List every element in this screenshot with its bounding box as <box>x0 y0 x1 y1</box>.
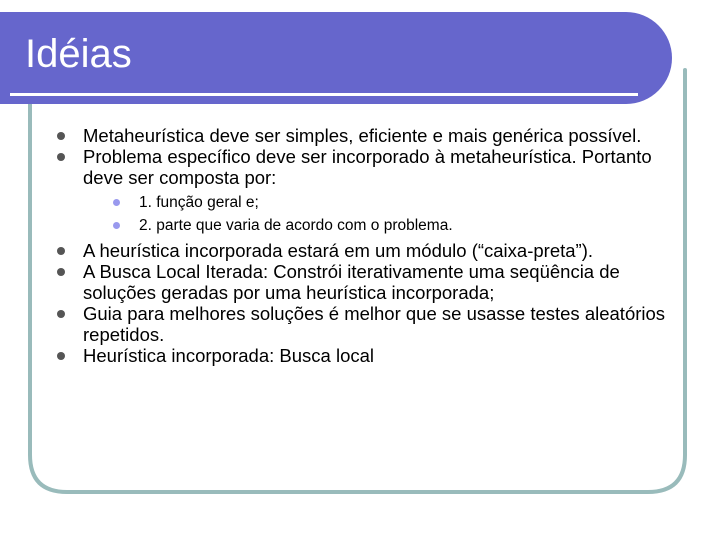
sub-bullet-text: 1. função geral e; <box>139 194 259 211</box>
bullet-item <box>57 240 677 261</box>
bullet-text: Heurística incorporada: Busca local <box>83 345 375 366</box>
bullet-dot-icon <box>57 247 65 255</box>
sub-bullet-item <box>113 191 677 214</box>
slide-content <box>57 125 677 366</box>
bullet-text: A Busca Local Iterada: Constrói iterativamente uma seqüência de soluções geradas por uma heurística incorporada; <box>83 261 620 303</box>
title-underline <box>10 93 638 96</box>
sub-bullet-item <box>113 214 677 237</box>
sub-bullet-list <box>83 191 677 237</box>
bullet-item <box>57 125 677 146</box>
bullet-dot-icon <box>57 153 65 161</box>
bullet-dot-icon <box>57 310 65 318</box>
sub-bullet-text: 2. parte que varia de acordo com o problema. <box>139 217 453 234</box>
sub-bullet-dot-icon <box>113 222 120 229</box>
bullet-dot-icon <box>57 352 65 360</box>
bullet-text: Problema específico deve ser incorporado à metaheurística. Portanto deve ser composta por: <box>83 146 652 188</box>
bullet-item <box>57 303 677 345</box>
slide-title: Idéias <box>25 32 132 76</box>
bullet-dot-icon <box>57 268 65 276</box>
bullet-text: Metaheurística deve ser simples, eficiente e mais genérica possível. <box>83 125 642 146</box>
bullet-text: Guia para melhores soluções é melhor que se usasse testes aleatórios repetidos. <box>83 303 666 345</box>
bullet-text: A heurística incorporada estará em um módulo (“caixa-preta”). <box>83 240 593 261</box>
bullet-dot-icon <box>57 132 65 140</box>
bullet-list <box>57 125 677 366</box>
bullet-item <box>57 345 677 366</box>
sub-bullet-dot-icon <box>113 199 120 206</box>
bullet-item <box>57 261 677 303</box>
bullet-item <box>57 146 677 237</box>
